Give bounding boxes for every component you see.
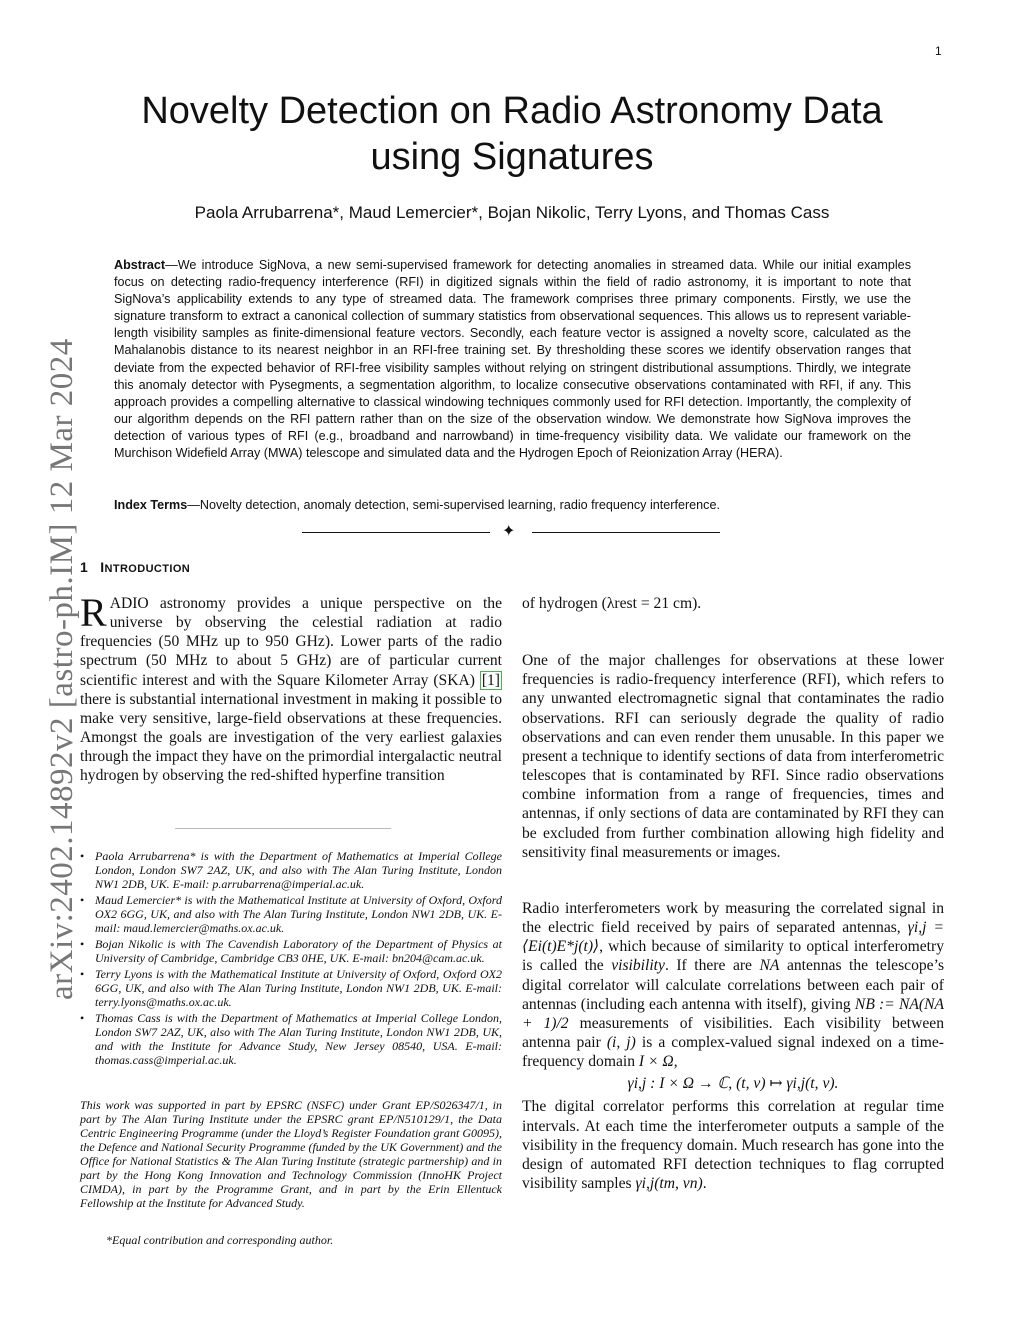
intro-paragraph-4 — [522, 1097, 944, 1193]
citation-link[interactable]: [1] — [481, 671, 500, 689]
footnote-item — [80, 1011, 502, 1067]
index-terms — [114, 497, 911, 514]
right-column-body — [522, 594, 944, 1193]
footnote-text: Bojan Nikolic is with The Cavendish Laboratory of the Department of Physics at University of Cambridge, Cambridge CB3 0HE, UK. E-mail: bn204@cam.ac.uk. — [95, 937, 502, 965]
paragraph-text: Radio interferometers work by measuring the correlated signal in the electric field received by pairs of separated antennas, — [522, 899, 944, 937]
footnote-item — [80, 893, 502, 935]
intro-paragraph-1-continued: of hydrogen (λrest = 21 cm). — [522, 595, 702, 612]
arxiv-identifier-stamp: arXiv:2402.14892v2 [astro-ph.IM] 12 Mar 2024 — [44, 338, 80, 1000]
emphasized-term: visibility — [611, 957, 665, 975]
bullet-icon: • — [80, 937, 85, 951]
inline-math-sample: γi,j(tm, νn) — [635, 1175, 703, 1193]
section-heading — [80, 559, 190, 575]
paragraph-text: . — [702, 1175, 707, 1193]
bullet-icon: • — [80, 849, 85, 863]
funding-acknowledgement: This work was supported in part by EPSRC (NSFC) under Grant EP/S026347/1, in part by The Alan Turing Institute under the EPSRC grant EP/N510129/1, the Data Centric Engineering Programme (under the Lloyd’s Register Foundation grant G0095), the Defence and National Security Programme (funded by the UK Government) and the Office for National Statistics & The Alan Turing Institute (strategic partnership) and in part by the Hong Kong Innovation and Technology Commission (InnoHK Project CIMDA), in part by the Programme Grant, and in part by the Erin Ellentuck Fellowship at the Institute for Advanced Study. — [80, 1098, 502, 1210]
separator-rule-left — [302, 532, 490, 533]
paragraph-text: , which because of similarity to optical interferometry is called the — [522, 938, 944, 975]
footnote-item — [80, 937, 502, 965]
display-equation: γi,j : I × Ω → ℂ, (t, ν) ↦ γi,j(t, ν). — [627, 1075, 839, 1093]
title-line-1: Novelty Detection on Radio Astronomy Data — [141, 90, 883, 132]
bullet-icon: • — [80, 1011, 85, 1025]
footnote-text: Paola Arrubarrena* is with the Department of Mathematics at Imperial College London, London SW7 2AZ, UK, and also with The Alan Turing Institute, London NW1 2DB, UK. E-mail: p.arrubarrena@imperial.ac.uk. — [95, 849, 502, 891]
bullet-icon: • — [80, 967, 85, 981]
section-number: 1 — [80, 559, 89, 575]
index-terms-text: —Novelty detection, anomaly detection, semi-supervised learning, radio frequency interference. — [187, 498, 720, 512]
paragraph-text: antennas the telescope’s digital correlator will calculate correlations between each pair of antennas (including each antenna with itself), giving — [522, 957, 945, 1013]
separator-rule-right — [532, 532, 720, 533]
paragraph-text: , — [673, 1053, 678, 1071]
separator-ornament: ✦ — [502, 523, 516, 540]
intro-paragraph-2: One of the major challenges for observations at these lower frequencies is radio-frequency interference (RFI), which refers to any unwanted electromagnetic signal that contaminates the radio observations. RFI can seriously degrade the quality of radio observations and can even render them unusable. In this paper we present a technique to identify sections of data from interferometric telescopes that is contaminated by RFI. Since radio observations combine information from a range of frequencies, times and antennas, if only sections of data are contaminated by RFI they can be excluded from further combination allowing high fidelity and sensitivity final measurements or images. — [522, 652, 944, 861]
intro-paragraph-1-part-b: there is substantial international investment in making it possible to make very sensitive, large-field observations at these frequencies. Amongst the goals are investigation of the very earliest galaxies through the impact they have on the primordial intergalactic neutral hydrogen by observing the red-shifted hyperfine transition — [80, 690, 502, 785]
footnote-text: Thomas Cass is with the Department of Mathematics at Imperial College London, London SW7 2AZ, UK, also with The Alan Turing Institute, London NW1 2DB, UK, and with the Institute for Advance Study, New Jersey 08540, USA. E-mail: thomas.cass@imperial.ac.uk. — [95, 1011, 502, 1067]
inline-math-pair: (i, j) — [606, 1033, 636, 1051]
drop-cap: R — [80, 590, 107, 635]
inline-math-nb: NB := NA(NA + 1)/2 — [522, 995, 944, 1032]
intro-paragraph-1-part-a: astronomy provides a unique perspective on the universe by observing the celestial radiation at radio frequencies (50 MHz up to 950 GHz). Lower parts of the radio spectrum (50 MHz to about 5 GHz) are of particular current scientific interest and with the Square Kilometer Array (SKA) — [80, 595, 502, 689]
index-terms-label: Index Terms — [114, 498, 188, 512]
footnote-item — [80, 967, 502, 1009]
footnote-item — [80, 849, 502, 891]
footnote-text: Terry Lyons is with the Mathematical Institute at University of Oxford, Oxford OX2 6GG, UK, and also with The Alan Turing Institute, London NW1 2DB, UK. E-mail: terry.lyons@maths.ox.ac.uk. — [95, 967, 502, 1009]
left-column-body — [80, 590, 502, 786]
intro-paragraph-1 — [80, 590, 502, 786]
intro-paragraph-3 — [522, 899, 944, 1071]
title-line-2: using Signatures — [370, 136, 654, 178]
paragraph-text: measurements of visibilities. Each visibility between antenna pair — [522, 1014, 944, 1051]
paragraph-text: is a complex-valued signal indexed on a time-frequency domain — [522, 1033, 944, 1071]
inline-math-domain: I × Ω — [638, 1053, 674, 1071]
paper-title — [80, 88, 944, 180]
abstract-text: —We introduce SigNova, a new semi-supervised framework for detecting anomalies in streamed data. While our initial examples focus on detecting radio-frequency interference (RFI) in digitized signals within the field of radio astronomy, it is important to note that SigNova’s applicability extends to any type of streamed data. The framework comprises three primary components. Firstly, we use the signature transform to extract a canonical collection of summary statistics from observational sequences. This allows us to represent variable-length visibility samples as finite-dimensional feature vectors. Secondly, each feature vector is assigned a novelty score, calculated as the Mahalanobis distance to its nearest neighbor in an RFI-free training set. By thresholding these scores we identify observation ranges that deviate from the expected behavior of RFI-free visibility samples without relying on stringent distributional assumptions. Thirdly, we integrate this anomaly detector with Pysegments, a segmentation algorithm, to localize consecutive observations contaminated with RFI, if any. This approach provides a compelling alternative to classical windowing techniques commonly used for RFI detection. Importantly, the complexity of our algorithm depends on the RFI pattern rather than on the size of the observation window. We demonstrate how SigNova improves the detection of various types of RFI (e.g., broadband and narrowband) in time-frequency visibility data. We validate our framework on the Murchison Widefield Array (MWA) telescope and simulated data and the Hydrogen Epoch of Reionization Array (HERA). — [114, 258, 911, 461]
footnote-text: Maud Lemercier* is with the Mathematical Institute at University of Oxford, Oxford OX2 6GG, UK, and also with The Alan Turing Institute, London NW1 2DB, UK. E-mail: maud.lemercier@maths.ox.ac.uk. — [95, 893, 502, 935]
paragraph-text: . If there are — [664, 957, 760, 975]
author-list: Paola Arrubarrena*, Maud Lemercier*, Bojan Nikolic, Terry Lyons, and Thomas Cass — [194, 203, 830, 222]
inline-math-na: NA — [759, 957, 780, 975]
section-title-rest: NTRODUCTION — [104, 563, 191, 575]
section-title-initial: I — [100, 559, 105, 575]
first-word-smallcaps: ADIO — [109, 595, 149, 612]
abstract-label: Abstract — [114, 258, 166, 272]
footnote-rule — [175, 828, 391, 829]
inline-math-visibility: γi,j = ⟨Ei(t)E*j(t)⟩ — [522, 919, 944, 956]
page-number: 1 — [935, 44, 942, 58]
equal-contribution-note: *Equal contribution and corresponding author. — [106, 1233, 334, 1247]
paragraph-text: The digital correlator performs this correlation at regular time intervals. At each time the interferometer outputs a sample of the visibility in the frequency domain. Much research has gone into the design of automated RFI detection techniques to flag corrupted visibility samples — [522, 1098, 944, 1193]
author-affiliation-footnotes — [80, 849, 502, 1069]
abstract — [114, 257, 911, 462]
bullet-icon: • — [80, 893, 85, 907]
